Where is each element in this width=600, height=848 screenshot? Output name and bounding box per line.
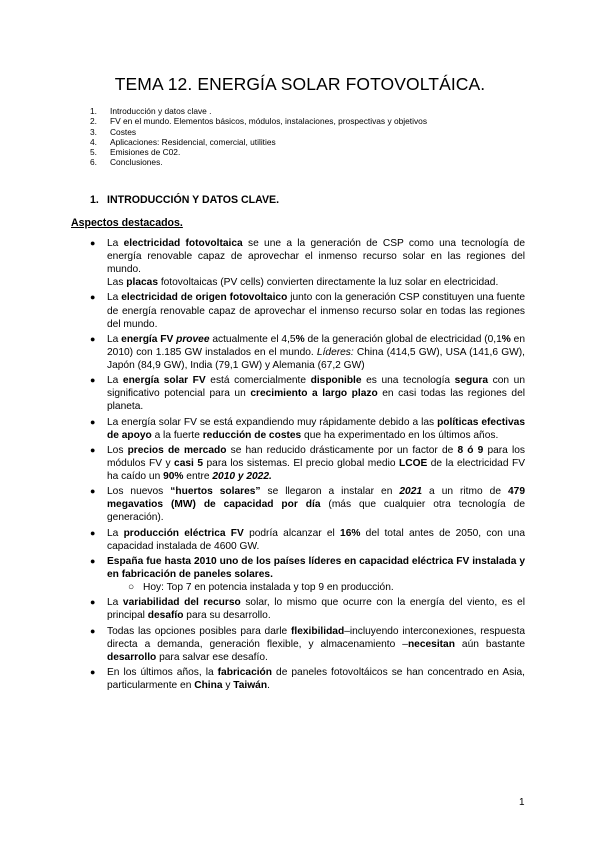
toc-item: [90, 157, 427, 167]
toc-number: 1.: [90, 106, 97, 116]
list-item: [90, 333, 525, 372]
section-heading: [90, 194, 279, 206]
list-item: [90, 444, 525, 483]
paragraph: La energía FV provee actualmente el 4,5% de la generación global de electricidad (0,1% en 2010) con 1.185 GW instalados en el mundo. Líderes: China (414,5 GW), USA (141,6 GW), Japón (84,9 GW), India (79,1 GW) y Alemania (67,2 GW): [107, 333, 525, 372]
bullet-icon: ●: [90, 238, 96, 248]
toc-text: Costes: [110, 126, 137, 137]
page-title: TEMA 12. ENERGÍA SOLAR FOTOVOLTÁICA.: [114, 74, 486, 94]
toc-text: Introducción y datos clave .: [110, 106, 212, 116]
list-item: [90, 555, 525, 594]
bullet-icon: ●: [90, 486, 96, 497]
paragraph: Los precios de mercado se han reducido drásticamente por un factor de 8 ó 9 para los módulos FV y casi 5 para los sistemas. El precio global medio LCOE de la electricidad FV ha caído un 90% entre 2010 y 2022.: [107, 444, 525, 483]
page-number: 1: [519, 797, 525, 808]
bullet-icon: ●: [90, 527, 96, 538]
list-item: [90, 666, 525, 692]
paragraph: La producción eléctrica FV podría alcanzar el 16% del total antes de 2050, con una capacidad instalada de 4600 GW.: [107, 527, 525, 552]
paragraph: La electricidad de origen fotovoltaico junto con la generación CSP constituyen una fuente de energía renovable capaz de aprovechar el inmenso recurso solar en todas las regiones del mundo.: [107, 292, 525, 330]
toc-text: Aplicaciones: Residencial, comercial, utilities: [110, 136, 276, 147]
toc-number: 6.: [90, 157, 97, 168]
toc-item: [90, 137, 427, 147]
bullet-icon: ●: [90, 666, 96, 677]
toc-number: 3.: [90, 126, 97, 137]
subheading: Aspectos destacados.: [71, 217, 183, 229]
toc-text: FV en el mundo. Elementos básicos, módulos, instalaciones, prospectivas y objetivos: [110, 116, 428, 127]
bullet-icon: ●: [90, 292, 96, 303]
table-of-contents: [90, 106, 427, 168]
bullet-icon: ●: [90, 555, 96, 566]
paragraph: La energía solar FV se está expandiendo muy rápidamente debido a las políticas efectivas de apoyo a la fuerte reducción de costes que ha experimentado en los últimos años.: [107, 416, 525, 441]
list-item: [90, 237, 525, 289]
circle-bullet-icon: ○: [128, 582, 135, 594]
paragraph: Los nuevos “huertos solares” se llegaron a instalar en 2021 a un ritmo de 479 megavatios (MW) de capacidad por día (más que cualquier otra tecnología de generación).: [107, 486, 525, 524]
paragraph: España fue hasta 2010 uno de los países líderes en capacidad eléctrica FV instalada y en fabricación de paneles solares.: [107, 555, 525, 580]
toc-item: [90, 147, 427, 157]
section-number: 1.: [90, 194, 99, 206]
bullet-icon: ●: [90, 375, 96, 386]
toc-number: 4.: [90, 136, 97, 147]
list-item: [90, 596, 525, 622]
toc-number: 2.: [90, 116, 97, 127]
bullet-icon: ●: [90, 333, 96, 344]
paragraph: Las placas fotovoltaicas (PV cells) convierten directamente la luz solar en electricidad.: [107, 277, 499, 289]
toc-text: Conclusiones.: [110, 157, 163, 168]
list-item: [90, 527, 525, 553]
list-item: [90, 625, 525, 664]
list-item: [90, 416, 525, 442]
paragraph: La variabilidad del recurso solar, lo mismo que ocurre con la energía del viento, es el principal desafío para su desarrollo.: [107, 597, 525, 622]
paragraph: La electricidad fotovoltaica se une a la generación de CSP como una tecnología de energía renovable capaz de aprovechar el inmenso recurso solar en las regiones del mundo.: [107, 238, 526, 276]
paragraph: Todas las opciones posibles para darle flexibilidad–incluyendo interconexiones, respuesta directa a demanda, generación flexible, y almacenamiento –necesitan aún bastante desarrollo para salvar ese desafío.: [107, 625, 526, 663]
toc-number: 5.: [90, 147, 97, 158]
list-item: [90, 374, 525, 413]
sub-list-item: ○ Hoy: Top 7 en potencia instalada y top 9 en producción.: [128, 582, 394, 594]
toc-item: [90, 116, 427, 126]
toc-item: [90, 127, 427, 137]
paragraph: En los últimos años, la fabricación de paneles fotovoltáicos se han concentrado en Asia, particularmente en China y Taiwán.: [107, 666, 525, 692]
bullet-icon: ●: [90, 597, 96, 608]
list-item: [90, 291, 525, 330]
sub-list: [107, 581, 525, 594]
toc-text: Emisiones de C02.: [110, 147, 181, 158]
section-title: INTRODUCCIÓN Y DATOS CLAVE.: [107, 194, 280, 206]
bullet-icon: ●: [90, 444, 96, 455]
list-item: [90, 485, 525, 524]
paragraph: La energía solar FV está comercialmente disponible es una tecnología segura con un significativo potencial para un crecimiento a largo plazo en casi todas las regiones del planeta.: [107, 375, 525, 413]
bullet-icon: ●: [90, 416, 96, 427]
bullet-list: [90, 237, 525, 694]
toc-item: [90, 106, 427, 116]
bullet-icon: ●: [90, 625, 96, 636]
